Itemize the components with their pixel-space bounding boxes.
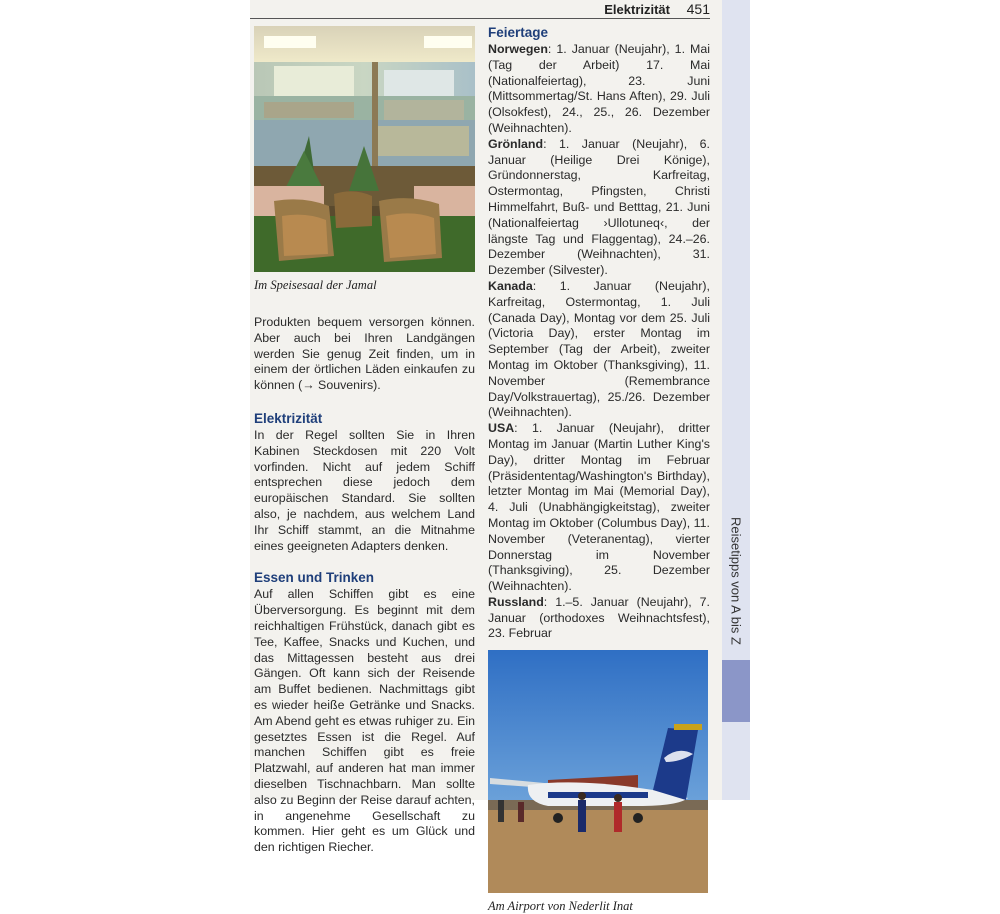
holiday-entry-groenland [488, 137, 710, 279]
holiday-dates: : 1. Januar (Neujahr), 6. Januar (Heilige Drei Könige), Gründonnerstag, Karfreitag, Ostermontag, Pfingsten, Christi Himmelfahrt, Buß- und Betttag, 21. Juni (Nationalfeiertag ›Ullotuneq‹, der längste Tag und Flaggentag), 24.–26. Dezember (Weihnachten), 31. Dezember (Silvester). [488, 136, 710, 278]
holiday-entry-usa [488, 421, 710, 595]
holiday-dates: : 1.–5. Januar (Neujahr), 7. Januar (orthodoxes Weihnachtsfest), 23. Februar [488, 594, 710, 641]
dining-room-photo [254, 26, 475, 272]
electricity-text: In der Regel sollten Sie in Ihren Kabinen Steckdosen mit 220 Volt vorfinden. Nicht auf jedem Schiff entsprechen diese jedoch dem europäischen Standard. Sie sollten also, je nachdem, aus welchem Land Ihr Schiff stammt, an die Mitnahme eines geeigneten Adapters denken. [254, 427, 475, 553]
airport-photo [488, 650, 708, 893]
header-rule [250, 18, 710, 19]
holiday-dates: : 1. Januar (Neujahr), dritter Montag im Januar (Martin Luther King's Day), dritter Montag im Februar (Präsidententag/Washington's Birthday), letzter Montag im Mai (Memorial Day), 4. Juli (Unabhängigkeitstag), zweiter Montag im Oktober (Columbus Day), 11. November (Veteranentag), vierter Donnerstag im November (Thanksgiving), 25. Dezember (Weihnachten). [488, 421, 710, 594]
holiday-entry-kanada [488, 279, 710, 421]
food-section [254, 569, 475, 856]
holiday-entry-norwegen [488, 42, 710, 137]
running-header-title: Elektrizität [604, 2, 670, 17]
right-column [488, 24, 710, 914]
holidays-heading: Feiertage [488, 25, 549, 40]
food-heading: Essen und Trinken [254, 570, 375, 586]
page-number: 451 [686, 1, 710, 17]
photo-caption-airport: Am Airport von Nederlit Inat [488, 899, 633, 914]
food-text: Auf allen Schiffen gibt es eine Überversorgung. Es beginnt mit dem reichhaltigen Frühstück, danach gibt es Tee, Kaffee, Snacks und Kuchen, und das Mittagessen besteht aus drei Gängen. Oft kann sich der Reisende am Buffet bedienen. Nachmittags gibt es wieder heiße Getränke und Snacks. Am Abend geht es etwas ruhiger zu. Ein gesetztes Essen ist die Regel. Auf manchen Schiffen gibt es freie Platzwahl, auf anderen hat man immer dieselben Tischnachbarn. Man sollte also zu Beginn der Reise darauf achten, in angenehme Gesellschaft zu kommen. Hier geht es um Glück und den richtigen Riecher. [254, 587, 475, 855]
side-tab-label: Reisetipps von A bis Z [728, 517, 744, 645]
photo-caption-dining: Im Speisesaal der Jamal [254, 278, 377, 292]
holidays-list [488, 42, 710, 642]
left-column [254, 26, 475, 856]
intro-paragraph: Produkten bequem versorgen können. Aber auch bei Ihren Landgängen werden Sie genug Zeit finden, um in einem der örtlichen Läden einkaufen zu können (→ Souvenirs). [254, 315, 475, 393]
holiday-country: Norwegen [488, 42, 548, 56]
holiday-country: Kanada [488, 278, 533, 293]
holiday-dates: : 1. Januar (Neujahr), 1. Mai (Tag der Arbeit) 17. Mai (Nationalfeiertag), 23. Juni (Mittsommertag/St. Hans Aften), 29. Juli (Olsokfest), 24., 25., 26. Dezember (Weihnachten). [488, 42, 710, 135]
holiday-country: Grönland [488, 136, 544, 151]
holiday-country: Russland [488, 594, 544, 609]
side-tab-label-wrap [722, 516, 750, 646]
side-tab-marker [722, 660, 750, 722]
holiday-dates: : 1. Januar (Neujahr), Karfreitag, Ostermontag, 1. Juli (Canada Day), Montag vor dem 25. Juli (Victoria Day), erster Montag im September (Tag der Arbeit), zweiter Montag im Oktober (Thanksgiving), 11. November (Remembrance Day/Volkstrauertag), 25./26. Dezember (Weihnachten). [488, 278, 710, 420]
electricity-heading: Elektrizität [254, 410, 323, 426]
holiday-entry-russland [488, 595, 710, 642]
electricity-section [254, 410, 475, 554]
holiday-country: USA [488, 421, 515, 436]
